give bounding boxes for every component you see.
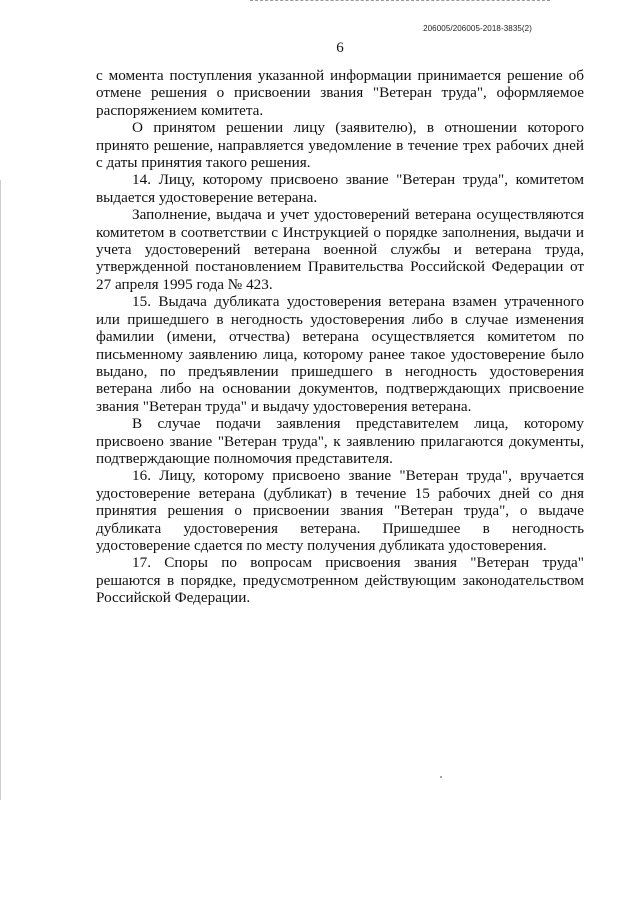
page-number: 6 — [336, 40, 344, 56]
scan-speck — [440, 776, 442, 778]
scan-left-edge — [0, 180, 2, 800]
paragraph: 16. Лицу, которому присвоено звание "Ветеран труда", вручается удостоверение ветерана (дубликат) в течение 15 рабочих дней со дня принятия решения о присвоении звания "Ветеран труда", о выдаче дубликата удостоверения ветерана. Пришедшее в негодность удостоверение сдается по месту получения дубликата удостоверения. — [96, 467, 584, 554]
paragraph: Заполнение, выдача и учет удостоверений ветерана осуществляются комитетом в соответствии с Инструкцией о порядке заполнения, выдачи и учета удостоверений ветерана военной службы и ветерана труда, утвержденной постановлением Правительства Российской Федерации от 27 апреля 1995 года № 423. — [96, 206, 584, 293]
paragraph: 17. Споры по вопросам присвоения звания "Ветеран труда" решаются в порядке, предусмотренном действующим законодательством Российской Федерации. — [96, 554, 584, 607]
paragraph: 14. Лицу, которому присвоено звание "Ветеран труда", комитетом выдается удостоверение ветерана. — [96, 171, 584, 206]
paragraph: О принятом решении лицу (заявителю), в отношении которого принято решение, направляется уведомление в течение трех рабочих дней с даты принятия такого решения. — [96, 119, 584, 172]
paragraph: 15. Выдача дубликата удостоверения ветерана взамен утраченного или пришедшего в негодность удостоверения либо в случае изменения фамилии (имени, отчества) ветерана осуществляется комитетом по письменному заявлению лица, которому ранее такое удостоверение было выдано, по предъявлении пришедшего в негодность удостоверения ветерана либо на основании документов, подтверждающих присвоение звания "Ветеран труда" и выдачу удостоверения ветерана. — [96, 293, 584, 415]
document-id: 206005/206005-2018-3835(2) — [423, 24, 532, 33]
document-body — [96, 67, 584, 607]
scan-top-marks — [250, 0, 550, 3]
paragraph: В случае подачи заявления представителем лица, которому присвоено звание "Ветеран труда", к заявлению прилагаются документы, подтверждающие полномочия представителя. — [96, 415, 584, 467]
paragraph: с момента поступления указанной информации принимается решение об отмене решения о присвоении звания "Ветеран труда", оформляемое распоряжением комитета. — [96, 67, 584, 119]
